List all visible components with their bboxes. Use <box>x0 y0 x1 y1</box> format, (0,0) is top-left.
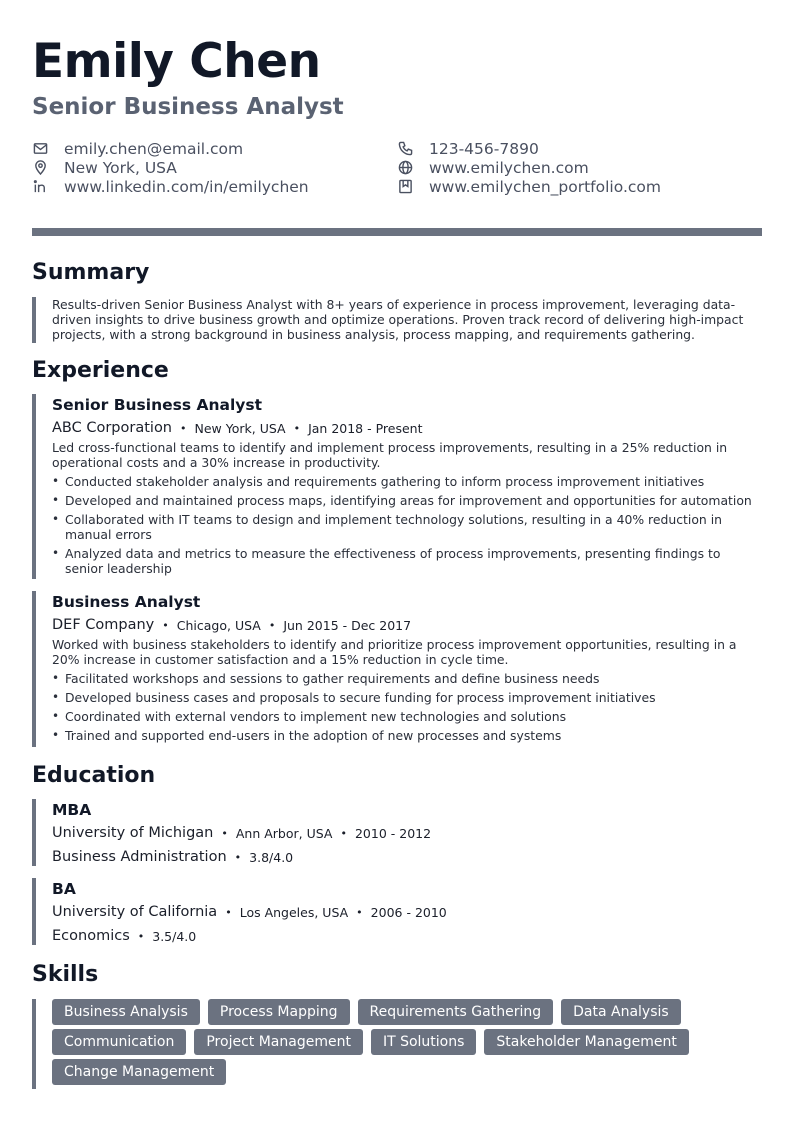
list-item: • Developed and maintained process maps, identifying areas for improvement and opportunities for automation <box>52 493 762 508</box>
list-item: • Facilitated workshops and sessions to gather requirements and define business needs <box>52 671 762 686</box>
school-meta <box>52 821 762 845</box>
contact-column-right <box>397 139 661 196</box>
degree: MBA <box>52 801 92 819</box>
skills-block <box>32 999 762 1089</box>
separator-dot: • <box>221 826 228 840</box>
school-location: Ann Arbor, USA <box>235 825 333 841</box>
skill-tag: Change Management <box>52 1059 226 1085</box>
job-dates: Jun 2015 - Dec 2017 <box>283 617 412 633</box>
job-title: Business Analyst <box>52 593 201 611</box>
separator-dot: • <box>293 421 301 435</box>
job-location: New York, USA <box>194 420 286 436</box>
skill-tag: Stakeholder Management <box>484 1029 688 1055</box>
school-location: Los Angeles, USA <box>239 904 349 920</box>
list-item: • Conducted stakeholder analysis and requirements gathering to inform process improvement initiatives <box>52 474 762 489</box>
contact-website[interactable] <box>397 158 661 177</box>
contact-phone[interactable] <box>397 139 661 158</box>
job-bullets <box>52 671 762 743</box>
skill-tag: Requirements Gathering <box>358 999 554 1025</box>
education-heading: Education <box>32 763 156 788</box>
summary-text: Results-driven Senior Business Analyst with 8+ years of experience in process improvement, leveraging data-driven insights to drive business growth and optimize operations. Proven track record of delivering high-impact projects, with a strong background in business analysis, process mapping, and requirements gathering. <box>52 297 744 342</box>
bookmark-icon <box>397 179 413 195</box>
school-name: University of Michigan <box>52 825 214 841</box>
school-dates: 2010 - 2012 <box>354 825 432 841</box>
contact-location <box>32 158 309 177</box>
linkedin-icon <box>32 179 48 195</box>
job-meta <box>52 416 762 440</box>
education-entry <box>32 799 762 866</box>
school-dates: 2006 - 2010 <box>370 904 447 920</box>
skill-tag: Communication <box>52 1029 186 1055</box>
contact-email[interactable] <box>32 139 309 158</box>
skill-tag: Project Management <box>194 1029 363 1055</box>
contact-info <box>32 139 762 199</box>
separator-dot: • <box>137 929 145 943</box>
globe-icon <box>397 160 413 176</box>
list-item: • Coordinated with external vendors to implement new technologies and solutions <box>52 709 762 724</box>
field-of-study: Economics <box>52 928 130 944</box>
skill-tag: Business Analysis <box>52 999 200 1025</box>
candidate-title: Senior Business Analyst <box>32 94 344 120</box>
job-bullets <box>52 474 762 576</box>
location-pin-icon <box>32 160 48 176</box>
candidate-name: Emily Chen <box>32 34 321 89</box>
gpa: 3.5/4.0 <box>152 928 197 944</box>
contact-phone-text: 123-456-7890 <box>429 139 539 158</box>
job-description: Led cross-functional teams to identify and implement process improvements, resulting in a 25% reduction in operational costs and a 30% increase in productivity. <box>52 440 728 470</box>
skill-tag: IT Solutions <box>371 1029 476 1055</box>
field-of-study: Business Administration <box>52 849 227 865</box>
gpa: 3.8/4.0 <box>249 849 294 865</box>
skills-heading: Skills <box>32 962 99 987</box>
summary-block <box>32 297 762 343</box>
list-item: • Developed business cases and proposals to secure funding for process improvement initiatives <box>52 690 762 705</box>
field-meta <box>52 845 762 869</box>
job-title: Senior Business Analyst <box>52 396 263 414</box>
contact-location-text: New York, USA <box>64 158 177 177</box>
contact-email-text: emily.chen@email.com <box>64 139 244 158</box>
separator-dot: • <box>225 905 232 919</box>
company-name: DEF Company <box>52 617 155 633</box>
contact-linkedin[interactable] <box>32 177 309 196</box>
phone-icon <box>397 141 413 157</box>
separator-dot: • <box>234 850 242 864</box>
job-dates: Jan 2018 - Present <box>308 420 423 436</box>
separator-dot: • <box>356 905 363 919</box>
separator-dot: • <box>162 618 169 632</box>
experience-entry <box>32 591 762 747</box>
field-meta <box>52 924 762 948</box>
contact-column-left <box>32 139 309 196</box>
school-name: University of California <box>52 904 218 920</box>
separator-dot: • <box>180 421 187 435</box>
experience-heading: Experience <box>32 358 169 383</box>
school-meta <box>52 900 762 924</box>
skill-tag: Data Analysis <box>561 999 681 1025</box>
header-divider <box>32 228 762 236</box>
contact-website-text: www.emilychen.com <box>429 158 589 177</box>
mail-icon <box>32 141 48 157</box>
separator-dot: • <box>340 826 347 840</box>
contact-portfolio-text: www.emilychen_portfolio.com <box>429 177 661 196</box>
summary-heading: Summary <box>32 260 150 285</box>
contact-linkedin-text: www.linkedin.com/in/emilychen <box>64 177 309 196</box>
skill-tag: Process Mapping <box>208 999 350 1025</box>
education-entry <box>32 878 762 945</box>
job-location: Chicago, USA <box>176 617 261 633</box>
job-description: Worked with business stakeholders to identify and prioritize process improvement opportunities, resulting in a 20% increase in customer satisfaction and a 15% reduction in cycle time. <box>52 637 737 667</box>
degree: BA <box>52 880 76 898</box>
list-item: • Analyzed data and metrics to measure the effectiveness of process improvements, presenting findings to senior leadership <box>52 546 762 576</box>
list-item: • Collaborated with IT teams to design and implement technology solutions, resulting in a 40% reduction in manual errors <box>52 512 762 542</box>
contact-portfolio[interactable] <box>397 177 661 196</box>
experience-entry <box>32 394 762 579</box>
list-item: • Trained and supported end-users in the adoption of new processes and systems <box>52 728 762 743</box>
skills-list <box>52 999 762 1085</box>
separator-dot: • <box>268 618 276 632</box>
company-name: ABC Corporation <box>52 420 173 436</box>
job-meta <box>52 613 762 637</box>
